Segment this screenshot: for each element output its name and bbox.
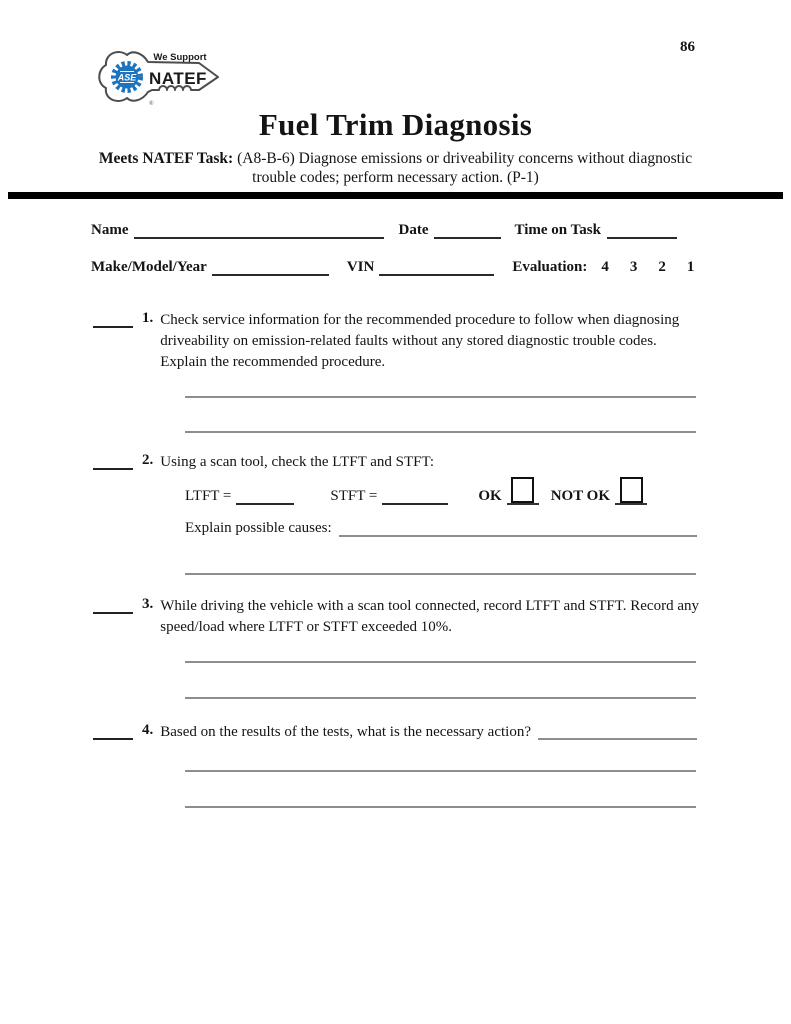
info-row-name-date-time: [91, 220, 697, 239]
explain-causes-line: [339, 519, 697, 537]
item-3-answer-line-1: [185, 661, 696, 663]
ok-checkbox: [507, 477, 539, 505]
not-ok-label: NOT OK: [550, 488, 611, 504]
explain-causes-label: Explain possible causes:: [185, 520, 332, 536]
item-4-answer-line-1: [185, 770, 696, 772]
item-1-answer-line-1: [185, 396, 696, 398]
stft-value-line: [382, 486, 448, 505]
form-title: Fuel Trim Diagnosis: [258, 107, 533, 142]
ok-label: OK: [478, 488, 502, 504]
item-1-answer-line-2: [185, 431, 696, 433]
name-label: Name: [91, 222, 129, 238]
we-support-text: We Support: [153, 52, 207, 63]
make-model-year-field-line: [212, 257, 329, 276]
date-field-line: [434, 220, 501, 239]
page-number: 86: [680, 39, 695, 55]
date-label: Date: [398, 222, 429, 238]
ltft-label: LTFT =: [185, 488, 232, 504]
natef-task-label: Meets NATEF Task:: [98, 150, 234, 167]
ase-logo-text: ASE: [117, 72, 137, 83]
task-item-3: [93, 596, 701, 638]
task-item-1: [93, 310, 701, 373]
item-1-number: 1.: [142, 310, 154, 326]
vin-label: VIN: [346, 259, 375, 275]
score-blank-4: [93, 722, 133, 740]
evaluation-1: 1: [686, 259, 695, 275]
ltft-stft-row: [185, 477, 697, 505]
item-4-text: Based on the results of the tests, what is the necessary action?: [160, 724, 531, 740]
item-4-number: 4.: [142, 722, 154, 738]
vin-field-line: [379, 257, 494, 276]
make-model-year-label: Make/Model/Year: [91, 259, 207, 275]
item-3-text: While driving the vehicle with a scan tool connected, record LTFT and STFT. Record any speed/load where LTFT or STFT exceeded 10%.: [160, 598, 699, 635]
stft-label: STFT =: [330, 488, 378, 504]
explain-causes-row: [185, 519, 697, 537]
item-3-number: 3.: [142, 596, 154, 612]
item-4-answer-line-2: [185, 806, 696, 808]
not-ok-checkbox: [615, 477, 647, 505]
natef-task-text: (A8-B-6) Diagnose emissions or driveability concerns without diagnostic: [237, 150, 693, 167]
evaluation-2: 2: [658, 259, 666, 275]
time-on-task-label: Time on Task: [514, 222, 601, 238]
item-1-text: Check service information for the recommended procedure to follow when diagnosing driveability on emission-related faults without any stored diagnostic trouble codes. Explain the recommended procedure.: [160, 312, 680, 370]
ok-checkbox-box: [511, 477, 534, 503]
score-blank-2: [93, 452, 133, 470]
header-divider-rule: [8, 192, 783, 199]
info-row-vehicle-eval: [91, 257, 697, 276]
evaluation-3: 3: [629, 259, 638, 275]
evaluation-4: 4: [601, 259, 609, 275]
item-2-text: Using a scan tool, check the LTFT and STFT:: [160, 454, 435, 470]
task-item-4: [93, 722, 697, 743]
score-blank-3: [93, 596, 133, 614]
time-on-task-field-line: [607, 220, 677, 239]
natef-text: NATEF: [149, 69, 207, 88]
natef-task-line-1: [0, 149, 791, 168]
evaluation-label: Evaluation:: [512, 259, 588, 275]
ltft-value-line: [236, 486, 294, 505]
item-4-inline-answer-line: [538, 722, 697, 740]
score-blank-1: [93, 310, 133, 328]
item-3-answer-line-2: [185, 697, 696, 699]
name-field-line: [134, 220, 384, 239]
task-item-2: [93, 452, 701, 473]
item-2-number: 2.: [142, 452, 154, 468]
natef-ase-logo: [94, 44, 222, 108]
evaluation-scale: [601, 259, 694, 276]
item-2-answer-line: [185, 573, 696, 575]
registered-mark: ®: [149, 101, 154, 107]
natef-task-line-2: trouble codes; perform necessary action. (P-1): [252, 169, 539, 186]
not-ok-checkbox-box: [620, 477, 643, 503]
